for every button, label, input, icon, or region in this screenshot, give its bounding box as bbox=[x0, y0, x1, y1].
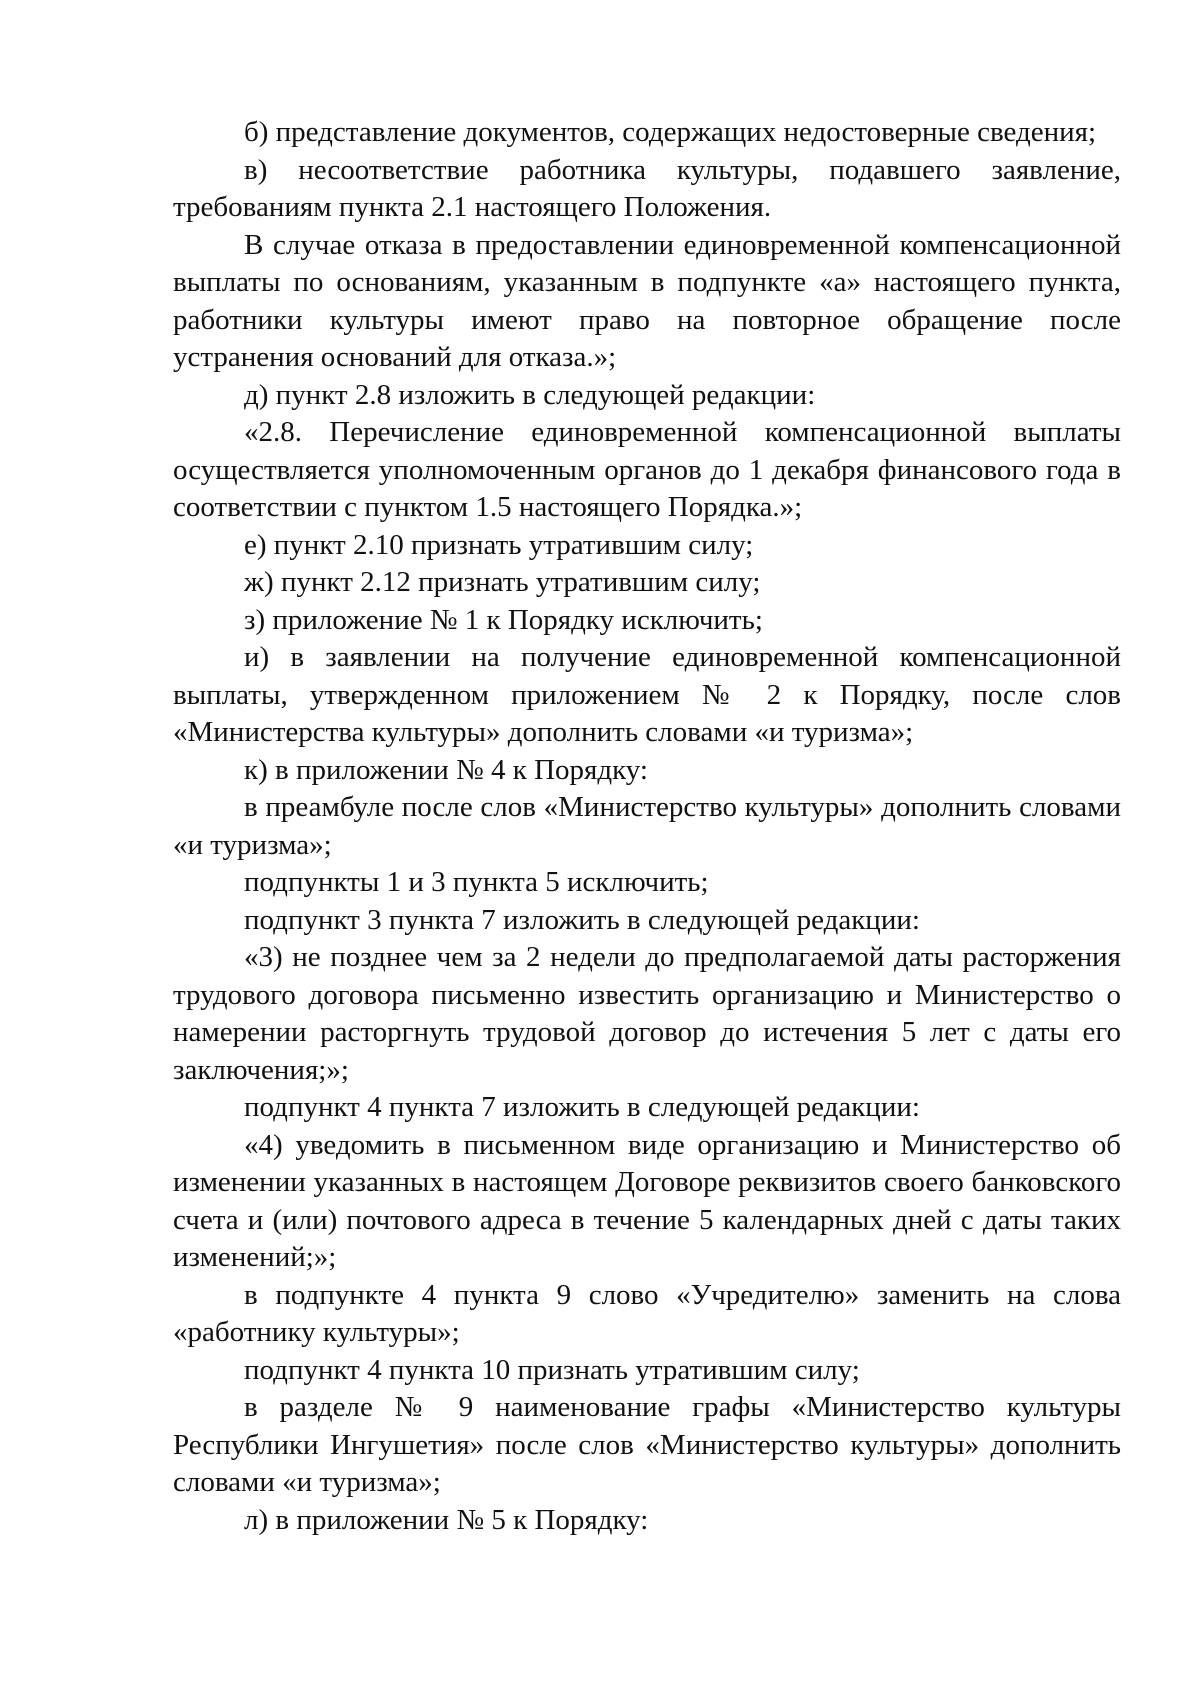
paragraph-e: е) пункт 2.10 признать утратившим силу; bbox=[244, 528, 754, 561]
paragraph-d: д) пункт 2.8 изложить в следующей редакции: bbox=[244, 378, 816, 411]
paragraph-quote-4: «4) уведомить в письменном виде организацию и Министерство об изменении указанных в настоящем Договоре реквизитов своего банковского счета и (или) почтового адреса в течение 5 календарных дней с даты таких изменений;»; bbox=[173, 1128, 1121, 1273]
paragraph-subpoints-1-3: подпункты 1 и 3 пункта 5 исключить; bbox=[244, 866, 709, 898]
paragraph-zh: ж) пункт 2.12 признать утратившим силу; bbox=[244, 566, 761, 598]
paragraph-i: и) в заявлении на получение единовременной компенсационной выплаты, утвержденном приложением № 2 к Порядку, после слов «Министерства культуры» дополнить словами «и туризма»; bbox=[173, 641, 1121, 748]
paragraph-preamble: в преамбуле после слов «Министерство культуры» дополнить словами «и туризма»; bbox=[173, 791, 1121, 861]
paragraph-quote-3: «3) не позднее чем за 2 недели до предполагаемой даты расторжения трудового договора письменно известить организацию и Министерство о намерении расторгнуть трудовой договор до истечения 5 лет с даты его заключения;»; bbox=[173, 941, 1121, 1086]
paragraph-section-9: в разделе № 9 наименование графы «Министерство культуры Республики Ингушетия» после слов «Министерство культуры» дополнить словами «и туризма»; bbox=[173, 1391, 1121, 1498]
paragraph-subpoint-4-9: в подпункте 4 пункта 9 слово «Учредителю» заменить на слова «работнику культуры»; bbox=[173, 1278, 1121, 1348]
paragraph-z: з) приложение № 1 к Порядку исключить; bbox=[244, 603, 763, 636]
paragraph-subpoint-4-10: подпункт 4 пункта 10 признать утратившим силу; bbox=[244, 1353, 860, 1386]
paragraph-b: б) представление документов, содержащих недостоверные сведения; bbox=[244, 116, 1097, 148]
paragraph-v: в) несоответствие работника культуры, подавшего заявление, требованиям пункта 2.1 настоящего Положения. bbox=[173, 153, 1121, 223]
paragraph-subpoint-3-7: подпункт 3 пункта 7 изложить в следующей редакции: bbox=[244, 903, 920, 936]
paragraph-refusal: В случае отказа в предоставлении единовременной компенсационной выплаты по основаниям, указанным в подпункте «а» настоящего пункта, работники культуры имеют право на повторное обращение после устранения оснований для отказа.»; bbox=[173, 228, 1121, 373]
paragraph-l: л) в приложении № 5 к Порядку: bbox=[244, 1503, 649, 1536]
paragraph-subpoint-4-7: подпункт 4 пункта 7 изложить в следующей редакции: bbox=[244, 1091, 920, 1123]
document-page bbox=[173, 114, 1121, 1539]
paragraph-2-8: «2.8. Перечисление единовременной компенсационной выплаты осуществляется уполномоченным органов до 1 декабря финансового года в соответствии с пунктом 1.5 настоящего Порядка.»; bbox=[173, 416, 1121, 523]
paragraph-k: к) в приложении № 4 к Порядку: bbox=[244, 753, 648, 786]
